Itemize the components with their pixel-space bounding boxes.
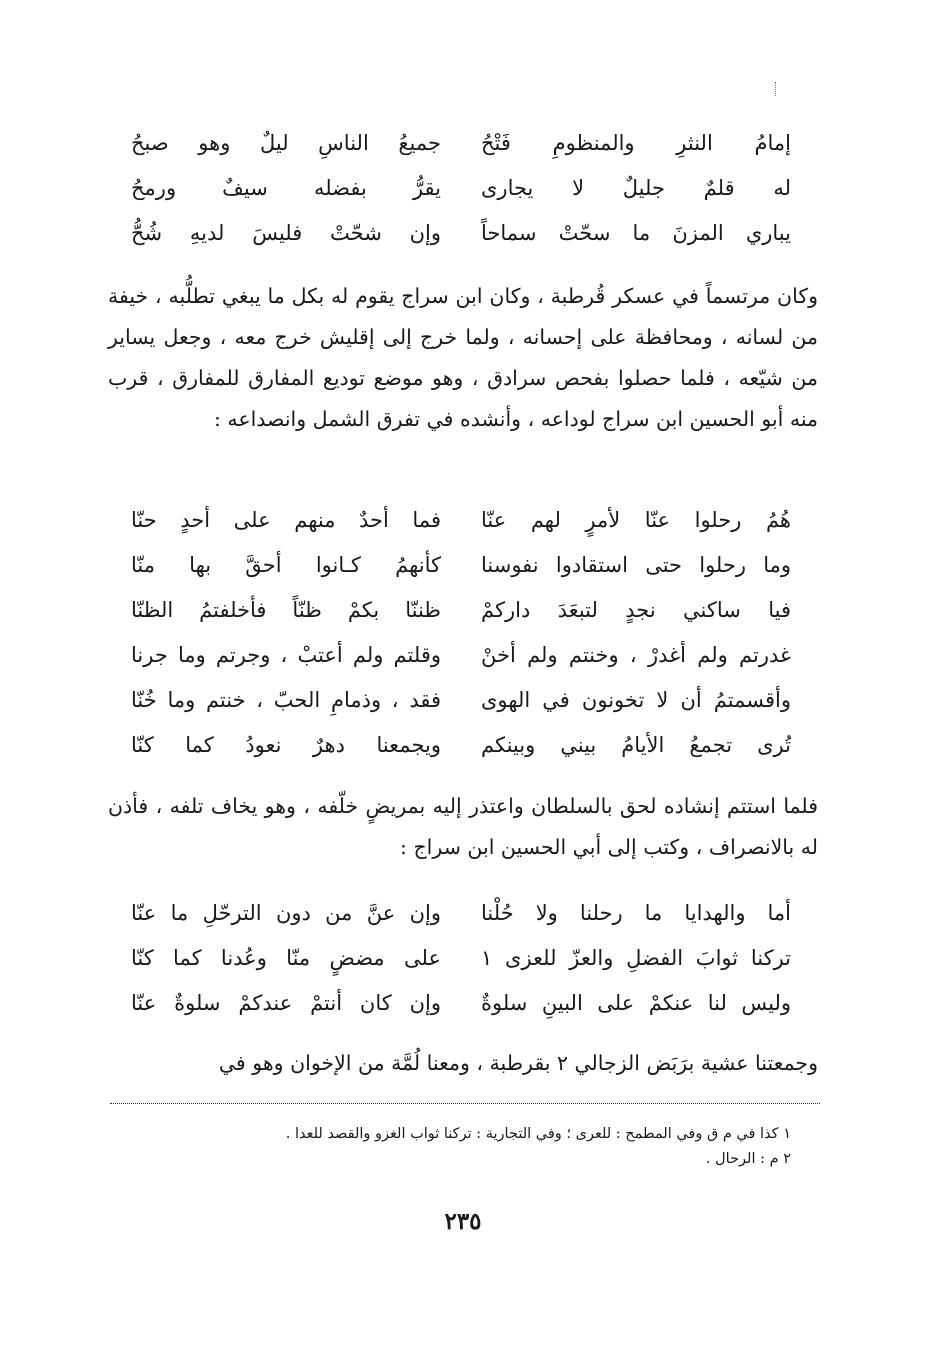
- verse-line: [131, 542, 791, 587]
- verse-second-hemistich: فقد ، وذمامِ الحبّ ، خنتم وما خُنّا: [131, 687, 441, 712]
- verse-first-hemistich: إمامُ النثرِ والمنظومِ فَتْحُ: [481, 130, 791, 155]
- footnotes: [111, 1122, 791, 1172]
- verse-line: [131, 980, 791, 1025]
- verse-second-hemistich: يقرُّ بفضله سيفٌ ورمحُ: [131, 175, 441, 200]
- verse-line: [131, 120, 791, 165]
- verse-first-hemistich: وما رحلوا حتى استقادوا نفوسنا: [481, 552, 791, 577]
- verse-first-hemistich: يباري المزنَ ما سحّتْ سماحاً: [481, 220, 791, 245]
- paragraph-2: [108, 786, 818, 868]
- margin-mark: [775, 82, 778, 96]
- verse-line: [131, 632, 791, 677]
- verse-line: [131, 722, 791, 767]
- verse-second-hemistich: وقلتم ولم أعتبْ ، وجرتم وما جرنا: [131, 642, 441, 667]
- verse-first-hemistich: هُمُ رحلوا عنّا لأمرٍ لهم عنّا: [481, 507, 791, 532]
- verse-second-hemistich: وإن عنَّ من دون الترحّلِ ما عنّا: [131, 900, 441, 925]
- verse-line: [131, 890, 791, 935]
- verse-line: [131, 587, 791, 632]
- paragraph-3: [108, 1043, 818, 1084]
- poem-2: [131, 497, 791, 767]
- verse-first-hemistich: وأقسمتمُ أن لا تخونون في الهوى: [481, 687, 791, 712]
- poem-1: [131, 120, 791, 255]
- verse-line: [131, 497, 791, 542]
- verse-second-hemistich: ويجمعنا دهرٌ نعودُ كما كنّا: [131, 732, 441, 757]
- verse-first-hemistich: تُرى تجمعُ الأيامُ بيني وبينكم: [481, 732, 791, 757]
- verse-second-hemistich: فما أحدٌ منهم على أحدٍ حنّا: [131, 507, 441, 532]
- paragraph-1: [108, 276, 818, 440]
- footnote-1: ١ كذا في م ق وفي المطمح : للعرى ؛ وفي التجارية : تركنا ثواب الغزو والقصد للعدا .: [285, 1126, 791, 1142]
- paragraph-3-text: وجمعتنا عشية برَبَض الزجالي ٢ بقرطبة ، ومعنا لُمَّة من الإخوان وهو في: [218, 1051, 818, 1075]
- verse-line: [131, 935, 791, 980]
- paragraph-1-text: وكان مرتسماً في عسكر قُرطبة ، وكان ابن سراج يقوم له بكل ما يبغي تطلُّبه ، خيفة من لسانه ، ومحافظة على إحسانه ، ولما خرج إلى إقليش خرج معه ، وجعل يساير من شيّعه ، فلما حصلوا بفحص سرادق ، وهو موضع توديع المفارق للمفارق ، قرب منه أبو الحسين ابن سراج لوداعه ، وأنشده في تفرق الشمل وانصداعه :: [108, 284, 818, 431]
- footnote-separator: [110, 1103, 820, 1104]
- verse-second-hemistich: على مضضٍ منّا وعُدنا كما كنّا: [131, 945, 441, 970]
- verse-first-hemistich: غدرتم ولم أغدرْ ، وخنتم ولم أخنْ: [481, 642, 791, 667]
- page-number: ٢٣٥: [444, 1208, 482, 1235]
- footnote-2: ٢ م : الرحال .: [705, 1151, 791, 1167]
- verse-first-hemistich: أما والهدايا ما رحلنا ولا حُلْنا: [481, 900, 791, 925]
- verse-line: [131, 677, 791, 722]
- paragraph-2-text: فلما استتم إنشاده لحق بالسلطان واعتذر إليه بمريضٍ خلّفه ، وهو يخاف تلفه ، فأذن له بالانصراف ، وكتب إلى أبي الحسين ابن سراج :: [108, 794, 818, 859]
- verse-first-hemistich: تركنا ثوابَ الفضلِ والعزّ للعزى ١: [481, 945, 791, 970]
- verse-first-hemistich: وليس لنا عنكمْ على البينِ سلوةٌ: [481, 990, 791, 1015]
- verse-second-hemistich: وإن شحّتْ فليسَ لديهِ شُحُّ: [131, 220, 441, 245]
- verse-second-hemistich: كأنهمُ كـانوا أحقَّ بها منّا: [131, 552, 441, 577]
- verse-line: [131, 165, 791, 210]
- verse-line: [131, 210, 791, 255]
- verse-second-hemistich: ظننّا بكمْ ظنّاً فأخلفتمُ الظنّا: [131, 597, 441, 622]
- verse-second-hemistich: وإن كان أنتمْ عندكمْ سلوةٌ عنّا: [131, 990, 441, 1015]
- verse-first-hemistich: فيا ساكني نجدٍ لتبعَدَ داركمْ: [481, 597, 791, 622]
- poem-3: [131, 890, 791, 1025]
- verse-first-hemistich: له قلمٌ جليلٌ لا يجارى: [481, 175, 791, 200]
- verse-second-hemistich: جميعُ الناسِ ليلٌ وهو صبحُ: [131, 130, 441, 155]
